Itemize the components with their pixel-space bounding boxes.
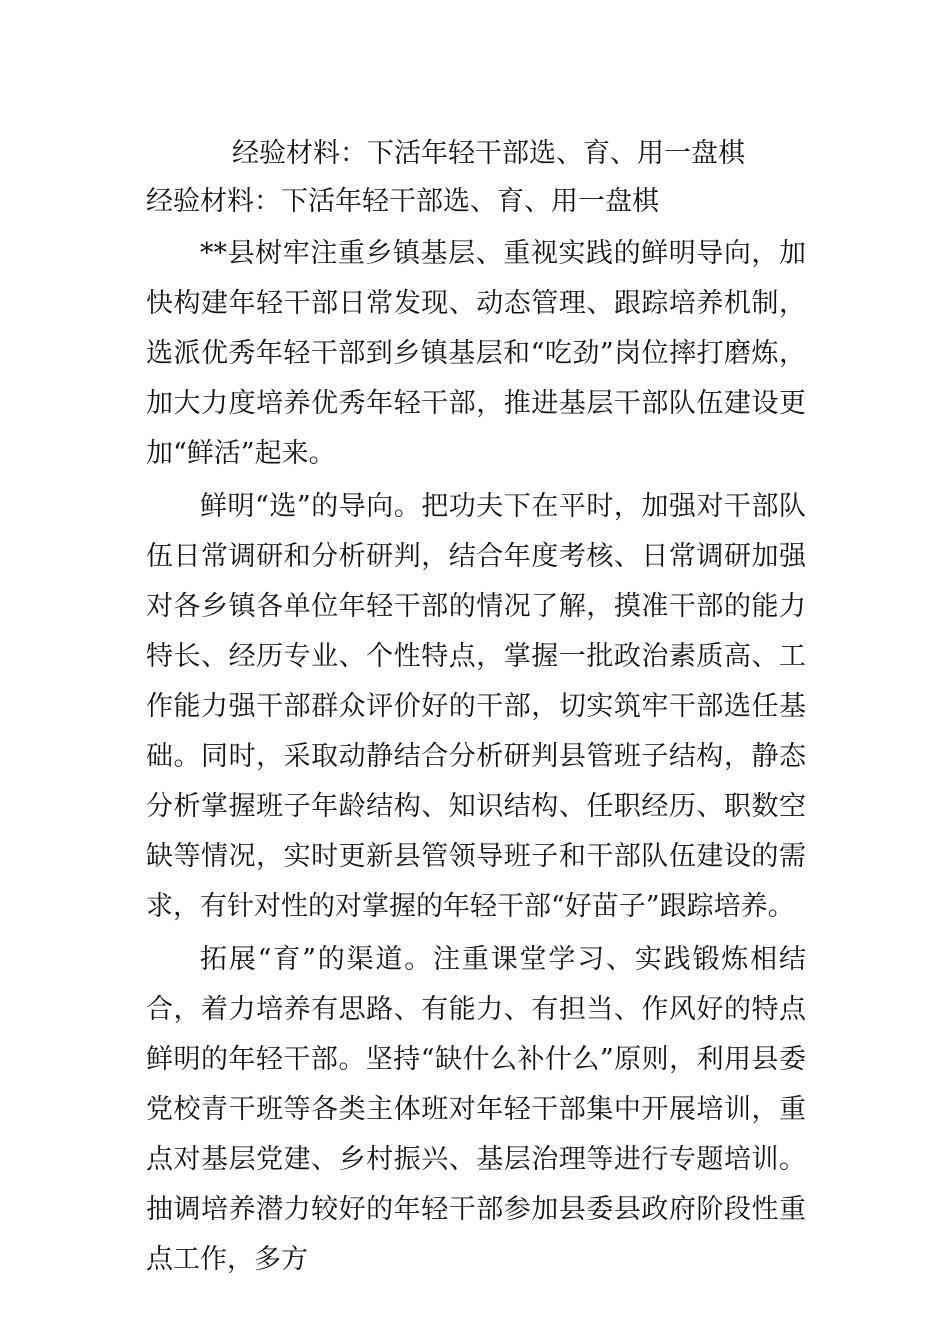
paragraph-cultivate: 拓展“育”的渠道。注重课堂学习、实践锻炼相结合，着力培养有思路、有能力、有担当、作风好的特点鲜明的年轻干部。坚持“缺什么补什么”原则，利用县委党校青干班等各类主体班对年轻干部集中开展培训，重点对基层党建、乡村振兴、基层治理等进行专题培训。抽调培养潜力较好的年轻干部参加县委县政府阶段性重点工作，多方 bbox=[146, 944, 806, 1275]
document-subtitle: 经验材料：下活年轻干部选、育、用一盘棋 bbox=[146, 186, 659, 217]
document-title: 经验材料：下活年轻干部选、育、用一盘棋 bbox=[232, 138, 745, 169]
paragraph-select: 鲜明“选”的导向。把功夫下在平时，加强对干部队伍日常调研和分析研判，结合年度考核、日常调研加强对各乡镇各单位年轻干部的情况了解，摸准干部的能力特长、经历专业、个性特点，掌握一批政治素质高、工作能力强干部群众评价好的干部，切实筑牢干部选任基础。同时，采取动静结合分析研判县管班子结构，静态分析掌握班子年龄结构、知识结构、任职经历、职数空缺等情况，实时更新县管领导班子和干部队伍建设的需求，有针对性的对掌握的年轻干部“好苗子”跟踪培养。 bbox=[146, 491, 806, 922]
paragraph-intro: **县树牢注重乡镇基层、重视实践的鲜明导向，加快构建年轻干部日常发现、动态管理、跟踪培养机制，选派优秀年轻干部到乡镇基层和“吃劲”岗位摔打磨炼，加大力度培养优秀年轻干部，推进基层干部队伍建设更加“鲜活”起来。 bbox=[146, 238, 806, 469]
document-body bbox=[146, 130, 806, 1285]
